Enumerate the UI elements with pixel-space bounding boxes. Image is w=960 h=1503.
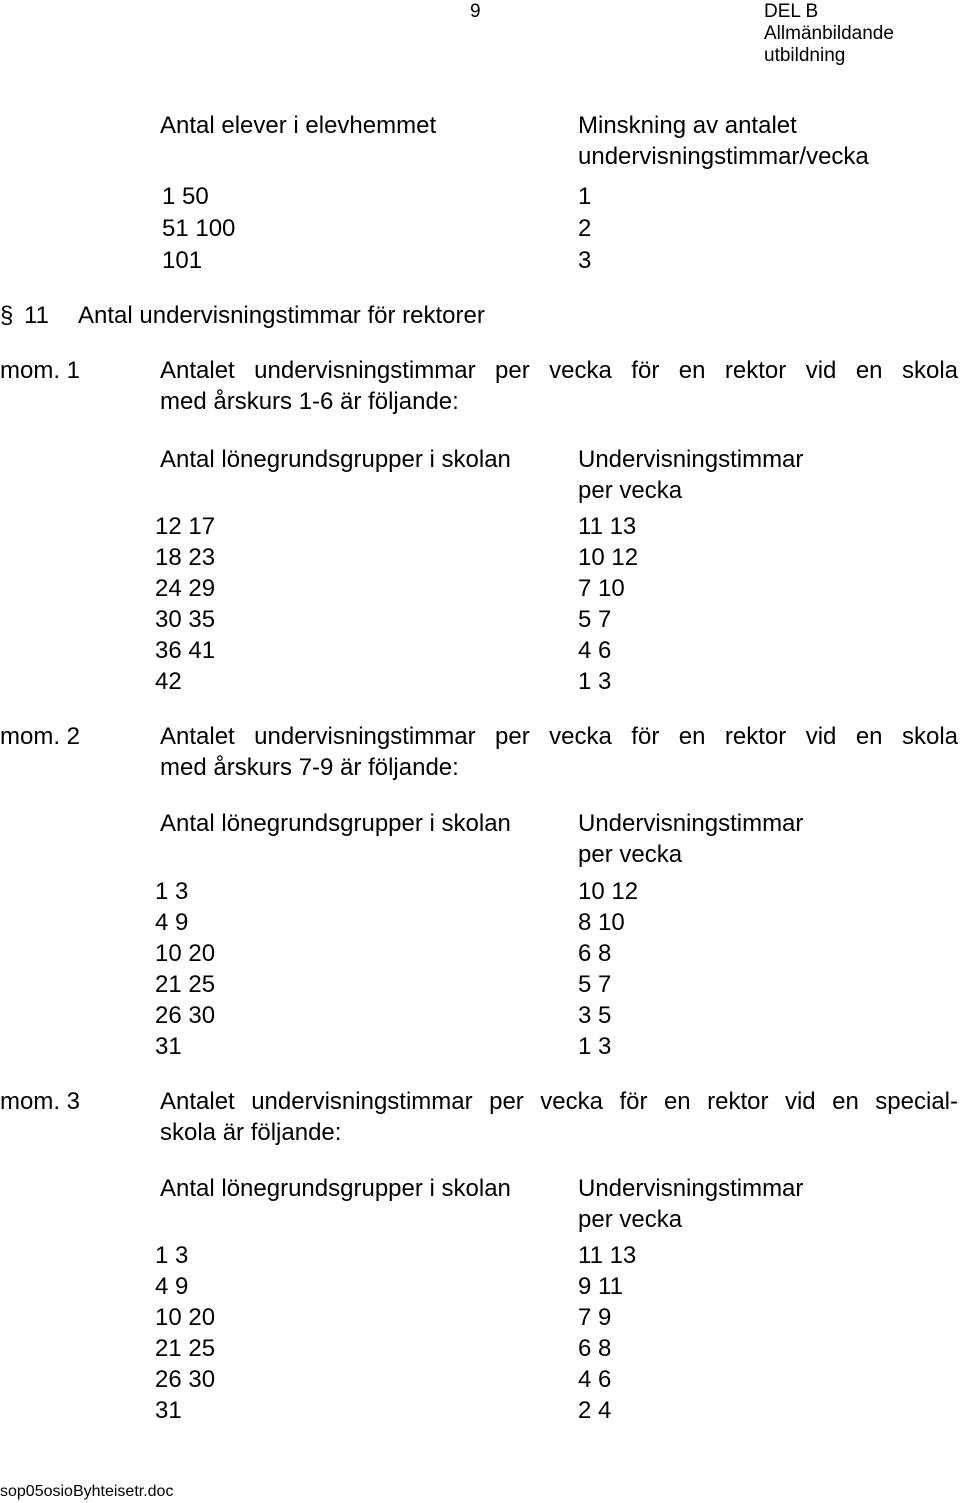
mom1-row-groups: 18 23 — [155, 544, 216, 571]
mom1-row-groups: 12 17 — [155, 513, 216, 540]
mom2-col2-header-line1: Undervisningstimmar — [578, 810, 804, 837]
mom3-row-groups: 1 3 — [155, 1242, 189, 1269]
page-number: 9 — [470, 1, 481, 22]
mom2-row-groups: 1 3 — [155, 878, 189, 905]
mom3-text-line2: skola är följande: — [160, 1119, 342, 1146]
intro-row-range: 51 100 — [162, 215, 236, 242]
mom3-row-groups: 31 — [155, 1397, 182, 1424]
mom3-row-hours: 7 9 — [578, 1304, 612, 1331]
mom2-row-groups: 4 9 — [155, 909, 189, 936]
mom1-col1-header: Antal lönegrundsgrupper i skolan — [160, 446, 511, 473]
mom1-label: mom. 1 — [0, 357, 81, 384]
intro-row-range: 101 — [162, 247, 203, 274]
mom3-row-groups: 10 20 — [155, 1304, 216, 1331]
section-title: Antal undervisningstimmar för rektorer — [78, 302, 485, 329]
mom3-paragraph — [160, 1086, 958, 1148]
mom3-text-line1: Antalet undervisningstimmar per vecka för en rektor vid en special- — [160, 1088, 958, 1115]
mom1-row-hours: 10 12 — [578, 544, 639, 571]
section-number: 11 — [24, 302, 49, 329]
mom2-row-groups: 21 25 — [155, 971, 216, 998]
mom2-row-hours: 10 12 — [578, 878, 639, 905]
mom2-row-groups: 31 — [155, 1033, 182, 1060]
mom1-col2-header-line1: Undervisningstimmar — [578, 446, 804, 473]
mom2-row-hours: 6 8 — [578, 940, 612, 967]
mom3-col2-header-line1: Undervisningstimmar — [578, 1175, 804, 1202]
section-symbol: § — [0, 302, 14, 329]
header-subtitle-line2: utbildning — [764, 45, 846, 66]
mom2-row-hours: 5 7 — [578, 971, 612, 998]
mom2-paragraph — [160, 721, 958, 783]
intro-col2-header-line1: Minskning av antalet — [578, 112, 797, 139]
mom1-row-groups: 30 35 — [155, 606, 216, 633]
mom2-row-hours: 1 3 — [578, 1033, 612, 1060]
mom1-row-hours: 4 6 — [578, 637, 612, 664]
mom3-label: mom. 3 — [0, 1088, 81, 1115]
mom3-col2-header-line2: per vecka — [578, 1206, 683, 1233]
mom3-row-groups: 4 9 — [155, 1273, 189, 1300]
section-label: DEL B — [764, 1, 819, 22]
mom1-text-line1: Antalet undervisningstimmar per vecka för en rektor vid en skola — [160, 357, 958, 384]
intro-col2-header-line2: undervisningstimmar/vecka — [578, 143, 869, 170]
mom2-row-groups: 26 30 — [155, 1002, 216, 1029]
intro-row-value: 2 — [578, 215, 592, 242]
mom2-col2-header-line2: per vecka — [578, 841, 683, 868]
intro-col1-header: Antal elever i elevhemmet — [160, 112, 437, 139]
mom1-row-hours: 1 3 — [578, 668, 612, 695]
mom1-row-groups: 36 41 — [155, 637, 216, 664]
intro-row-value: 3 — [578, 247, 592, 274]
mom1-row-hours: 5 7 — [578, 606, 612, 633]
mom2-row-groups: 10 20 — [155, 940, 216, 967]
mom3-col1-header: Antal lönegrundsgrupper i skolan — [160, 1175, 511, 1202]
mom1-text-line2: med årskurs 1-6 är följande: — [160, 388, 459, 415]
mom2-text-line1: Antalet undervisningstimmar per vecka för en rektor vid en skola — [160, 723, 958, 750]
mom3-row-groups: 21 25 — [155, 1335, 216, 1362]
intro-row-value: 1 — [578, 183, 592, 210]
mom1-col2-header-line2: per vecka — [578, 477, 683, 504]
mom3-row-hours: 11 13 — [578, 1242, 637, 1269]
header-subtitle-line1: Allmänbildande — [764, 23, 894, 44]
mom3-row-hours: 4 6 — [578, 1366, 612, 1393]
mom2-row-hours: 8 10 — [578, 909, 625, 936]
mom1-row-groups: 42 — [155, 668, 182, 695]
mom1-paragraph — [160, 355, 958, 417]
mom2-col1-header: Antal lönegrundsgrupper i skolan — [160, 810, 511, 837]
mom1-row-hours: 11 13 — [578, 513, 637, 540]
mom1-row-hours: 7 10 — [578, 575, 625, 602]
footer-filename: sop05osioByhteisetr.doc — [0, 1483, 174, 1500]
intro-row-range: 1 50 — [162, 183, 209, 210]
mom3-row-groups: 26 30 — [155, 1366, 216, 1393]
mom1-row-groups: 24 29 — [155, 575, 216, 602]
mom2-label: mom. 2 — [0, 723, 81, 750]
mom3-row-hours: 9 11 — [578, 1273, 623, 1300]
mom3-row-hours: 6 8 — [578, 1335, 612, 1362]
mom2-row-hours: 3 5 — [578, 1002, 612, 1029]
mom2-text-line2: med årskurs 7-9 är följande: — [160, 754, 459, 781]
mom3-row-hours: 2 4 — [578, 1397, 612, 1424]
